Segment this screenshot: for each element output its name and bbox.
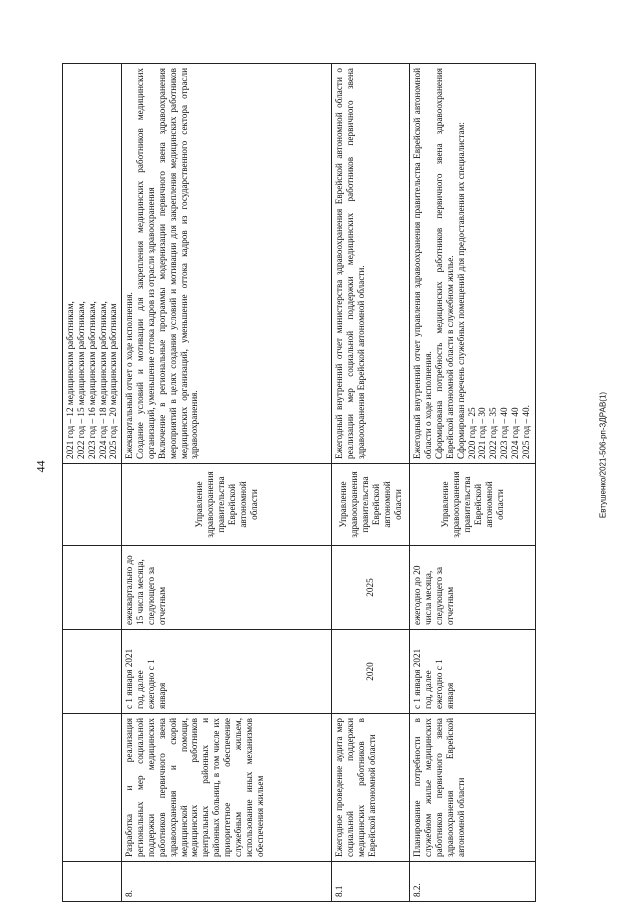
cont-end-cell [63, 546, 122, 630]
responsible: Управление здравоохранения правительства Еврейской автономной области [122, 464, 332, 546]
cont-responsible-cell [63, 464, 122, 546]
result-line: 2024 год – 18 медицинским работникам, [97, 301, 108, 459]
row-number: 8.1 [332, 862, 410, 902]
end-date: ежегодно до 20 числа месяца, следующего за отчетным [410, 546, 536, 630]
cont-start-cell [63, 630, 122, 714]
page-number: 44 [33, 460, 48, 473]
row-number: 8.2. [410, 862, 536, 902]
rotated-table-wrapper [62, 64, 534, 902]
result-line: 2021 год – 30 [477, 407, 488, 459]
measure-name: Разработка и реализация региональных мер социальной поддержки медицинских работников первичного звена здравоохранения и скорой медицинской помощи, медицинских работников центральных районных и районных больниц, в том числе их приоритетное обеспечение служебным жильем, использование иных механизмов обеспечения жильем [122, 714, 332, 862]
measure-name: Ежегодное проведение аудита мер социальной поддержки медицинских работников в Еврейской автономной области [332, 714, 410, 862]
result-cell [410, 64, 536, 464]
result-line: Сформирован перечень служебных помещений для предоставления их специалистам: [455, 122, 466, 459]
cont-result-cell [63, 64, 122, 464]
footer-document-code: Евтушенко/2021-506-рп-ЗДРАВ(1) [598, 391, 608, 519]
result-line: 2022 год – 35 [488, 407, 499, 459]
result-line: 2023 год – 40 [499, 407, 510, 459]
result-line: Включение в региональные программы модернизации первичного звена здравоохранения мероприятий в целях создания условий и мотивации для закрепления медицинских работников медицинских организаций, уменьшение оттока кадров из государственного сектора отрасли здравоохранения. [156, 68, 200, 459]
table-row [122, 64, 332, 902]
table-row [410, 64, 536, 902]
result-cell [332, 64, 410, 464]
cont-num-cell [63, 862, 122, 902]
responsible: Управление здравоохранения правительства Еврейской автономной области [332, 464, 410, 546]
result-line: 2023 год – 16 медицинским работникам, [86, 301, 97, 459]
end-date: 2025 [332, 546, 410, 630]
result-line: 2024 год – 40 [510, 407, 521, 459]
table-row [332, 64, 410, 902]
responsible: Управление здравоохранения правительства Еврейской автономной области [410, 464, 536, 546]
result-line: 2021 год – 12 медицинским работникам, [65, 301, 75, 459]
result-line: 2022 год – 15 медицинским работникам, [75, 301, 86, 459]
result-line: Ежегодный внутренний отчет управления здравоохранения правительства Еврейской автономной области о ходе исполнения. [412, 68, 434, 459]
result-line: 2025 год – 20 медицинским работникам [108, 303, 119, 459]
result-line: 2020 год – 25 [466, 407, 477, 459]
result-cell [122, 64, 332, 464]
measures-table [62, 63, 536, 902]
cont-name-cell [63, 714, 122, 862]
start-date: 2020 [332, 630, 410, 714]
end-date: ежеквартально до 15 числа месяца, следующего за отчетным [122, 546, 332, 630]
start-date: с 1 января 2021 год, далее ежегодно с 1 января [410, 630, 536, 714]
result-line: Ежегодный внутренний отчет министерства здравоохранения Еврейской автономной области о реализации мер социальной поддержки медицинских работников первичного звена здравоохранения Еврейской автономной области. [334, 68, 367, 459]
row-number: 8. [122, 862, 332, 902]
result-line: Ежеквартальный отчет о ходе исполнения. [124, 292, 135, 459]
result-line: 2025 год – 40. [520, 405, 531, 459]
start-date: с 1 января 2021 год, далее ежегодно с 1 января [122, 630, 332, 714]
result-line: Создание условий и мотивации для закрепления медицинских работников медицинских организаций, уменьшение оттока кадров из отрасли здравоохранения [135, 68, 157, 459]
continuation-row [63, 64, 122, 902]
measure-name: Планирование потребности в служебном жилье медицинских работников первичного звена здравоохранения Еврейской автономной области [410, 714, 536, 862]
result-line: Сформирована потребность медицинских работников первичного звена здравоохранения Еврейской автономной области в служебном жилье. [434, 68, 455, 459]
